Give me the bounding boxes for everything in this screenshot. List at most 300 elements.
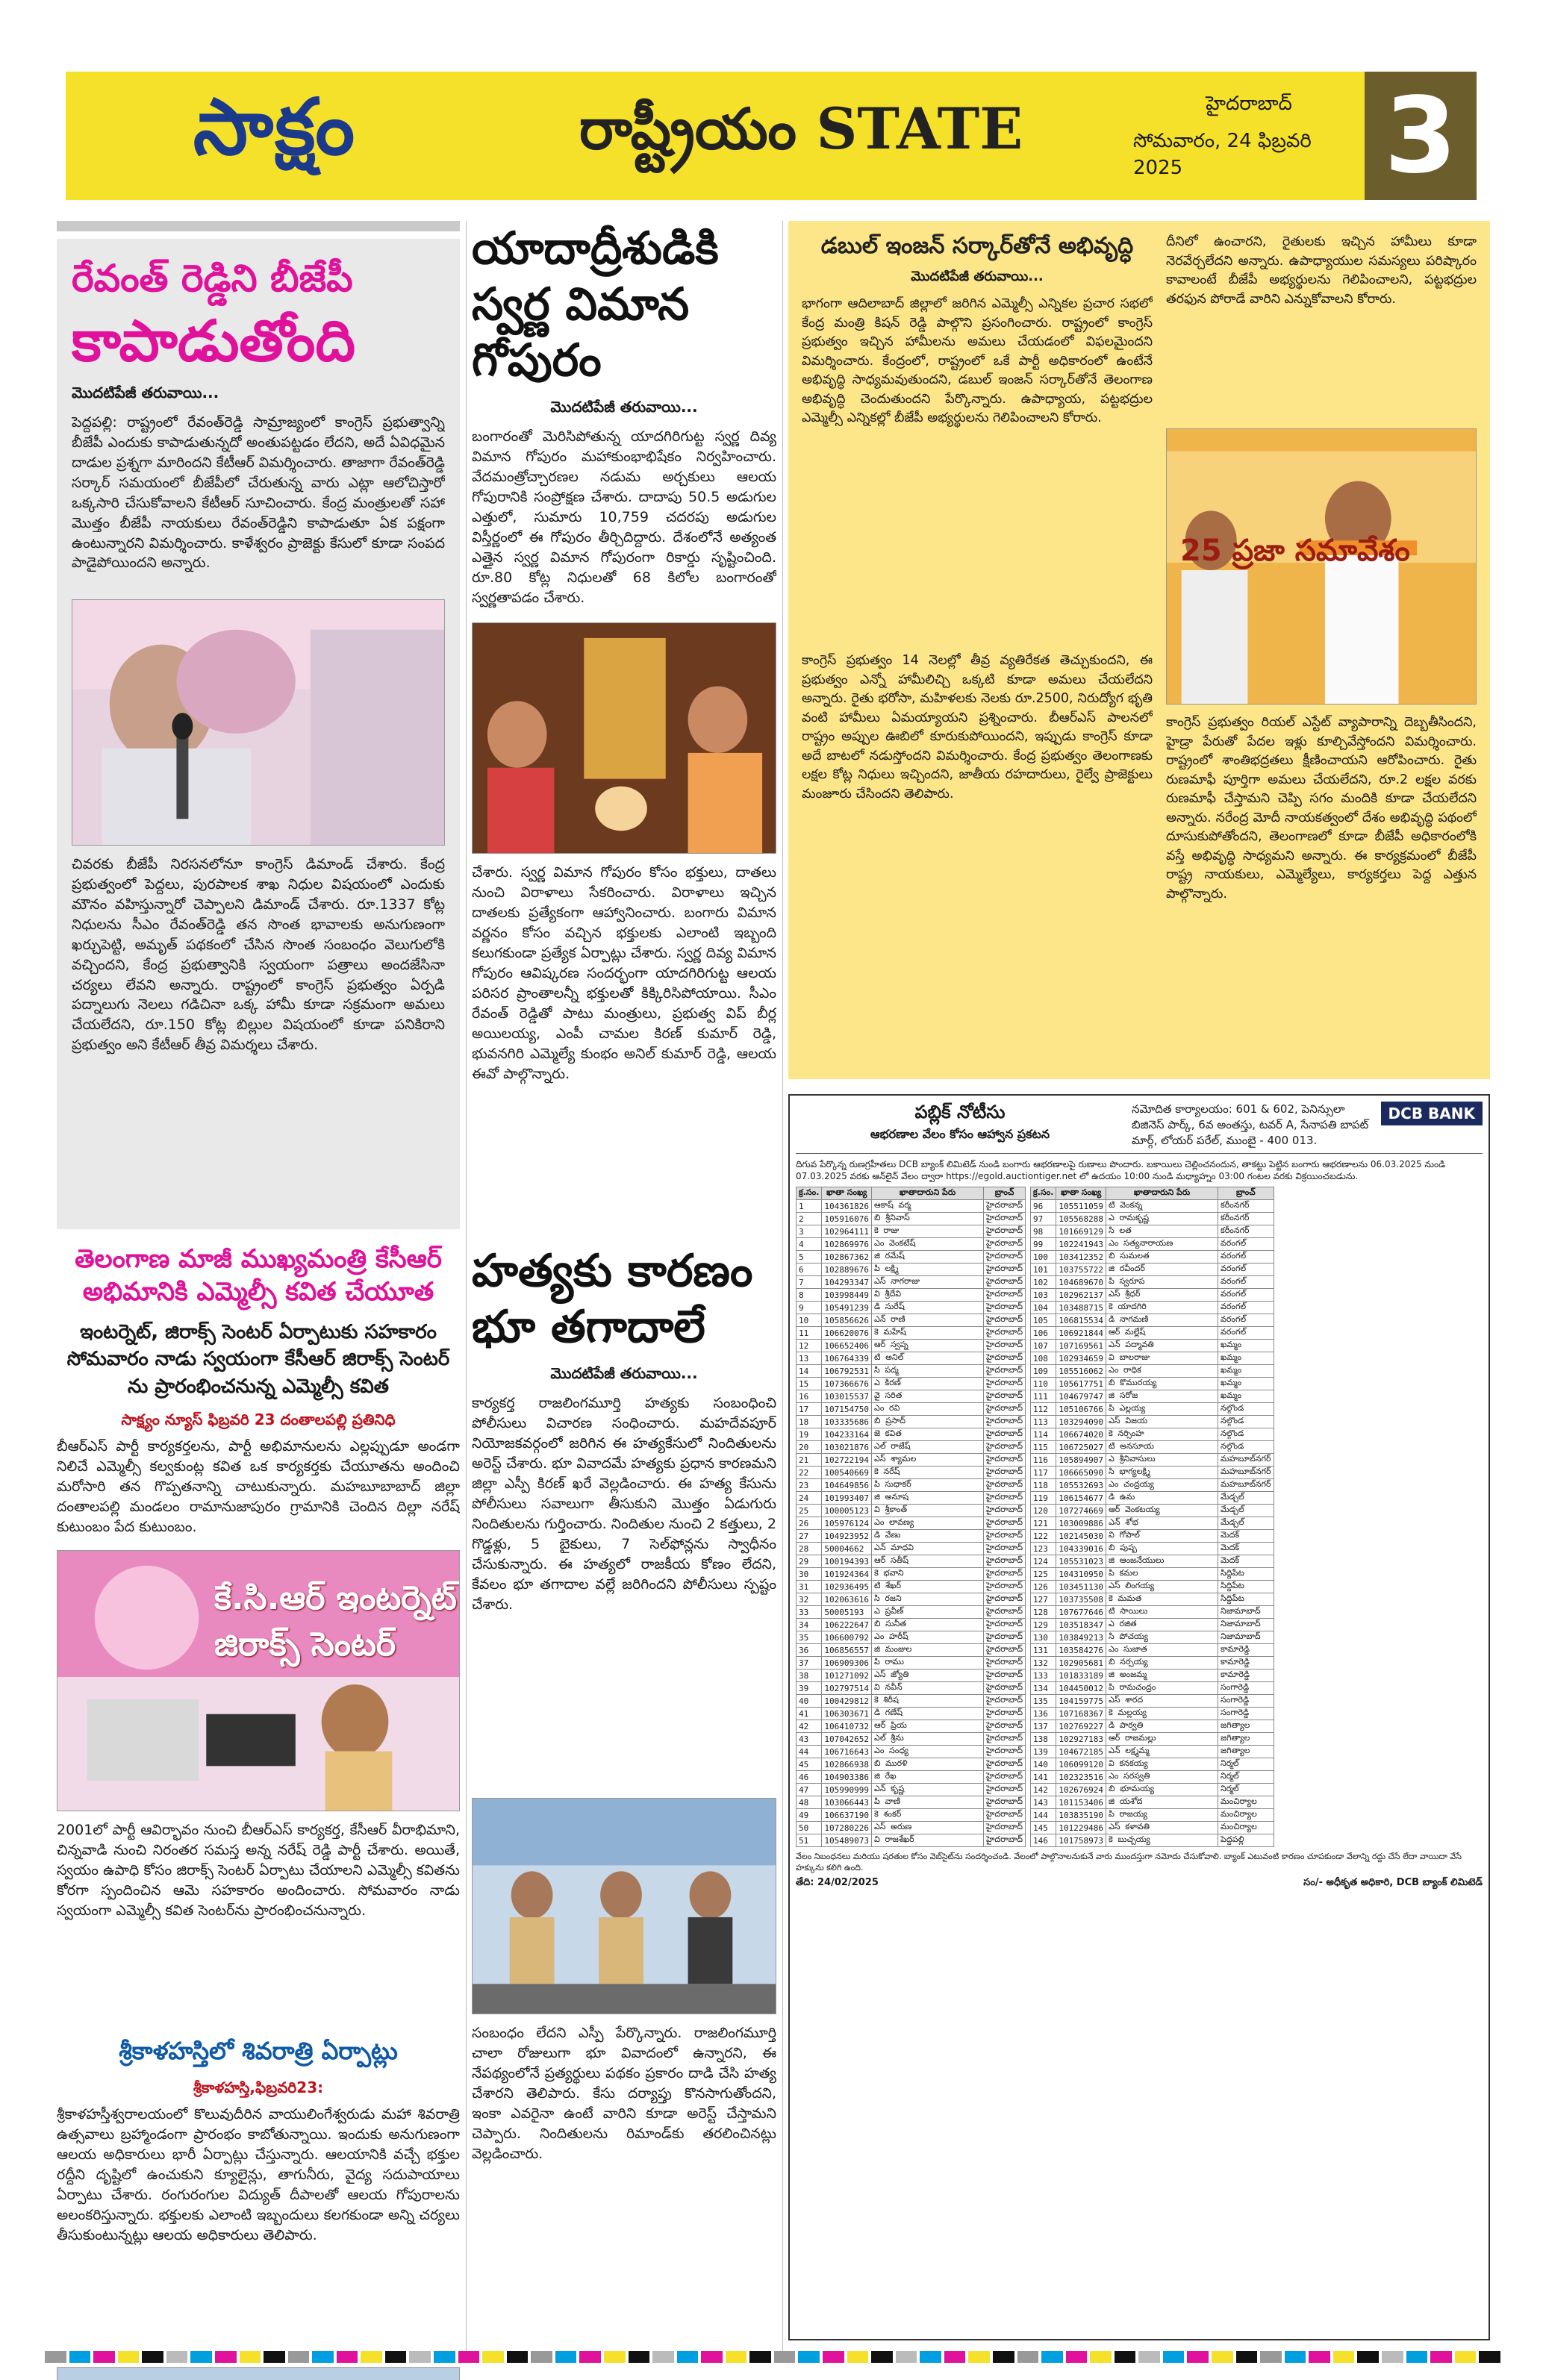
table-cell: ఎం రవి bbox=[872, 1403, 984, 1416]
table-cell: నిజామాబాద్ bbox=[1218, 1619, 1274, 1631]
table-cell: 124 bbox=[1031, 1555, 1056, 1568]
byline: మొదటిపేజీ తరువాయి... bbox=[550, 398, 698, 416]
table-cell: 137 bbox=[1031, 1720, 1056, 1733]
table-cell: వరంగల్ bbox=[1218, 1251, 1274, 1264]
registration-swatch bbox=[215, 2351, 237, 2363]
table-cell: ఎన్ పద్మావతి bbox=[1106, 1340, 1218, 1352]
table-cell: ఎం సుజాత bbox=[1106, 1644, 1218, 1657]
table-cell: 102927183 bbox=[1056, 1733, 1106, 1746]
table-cell: నిజామాబాద్ bbox=[1218, 1606, 1274, 1619]
murder-body bbox=[472, 1393, 776, 1789]
registration-swatch bbox=[482, 2351, 504, 2363]
registration-swatch bbox=[531, 2351, 552, 2363]
table-cell: జి రమేష్ bbox=[872, 1251, 984, 1264]
table-cell: 105532693 bbox=[1056, 1479, 1106, 1492]
table-cell: 102964111 bbox=[822, 1225, 872, 1238]
table-cell: 11 bbox=[797, 1327, 822, 1340]
table-row bbox=[1031, 1225, 1274, 1238]
table-cell: మంచిర్యాల bbox=[1218, 1822, 1274, 1834]
table-cell: ఎల్ రాజేష్ bbox=[872, 1441, 984, 1454]
table-cell: 119 bbox=[1031, 1492, 1056, 1505]
table-row bbox=[1031, 1467, 1274, 1479]
table-cell: 102722194 bbox=[822, 1454, 872, 1467]
table-cell: 130 bbox=[1031, 1631, 1056, 1644]
table-row bbox=[797, 1492, 1026, 1505]
table-row bbox=[797, 1720, 1026, 1733]
table-cell: 3 bbox=[797, 1225, 822, 1238]
registration-swatch bbox=[166, 2351, 188, 2363]
table-row bbox=[797, 1403, 1026, 1416]
table-cell: హైదరాబాద్ bbox=[984, 1758, 1026, 1771]
headline-line-2: కాపాడుతోంది bbox=[72, 307, 355, 374]
table-cell: నల్గొండ bbox=[1218, 1428, 1274, 1441]
table-cell: 19 bbox=[797, 1428, 822, 1441]
table-cell: 106856557 bbox=[822, 1644, 872, 1657]
table-cell: 107168367 bbox=[1056, 1708, 1106, 1720]
registration-swatch bbox=[240, 2351, 261, 2363]
table-cell: 48 bbox=[797, 1796, 822, 1809]
table-cell: 105511059 bbox=[1056, 1200, 1106, 1213]
registration-swatch bbox=[701, 2351, 723, 2363]
table-cell: 104649856 bbox=[822, 1479, 872, 1492]
table-cell: హైదరాబాద్ bbox=[984, 1505, 1026, 1517]
table-row bbox=[1031, 1200, 1274, 1213]
table-cell: 120 bbox=[1031, 1505, 1056, 1517]
table-cell: హైదరాబాద్ bbox=[984, 1416, 1026, 1428]
table-cell: 24 bbox=[797, 1492, 822, 1505]
table-cell: ఆర్ ప్రియ bbox=[872, 1720, 984, 1733]
table-cell: వరంగల్ bbox=[1218, 1302, 1274, 1314]
table-cell: 105106766 bbox=[1056, 1403, 1106, 1416]
police-press-photo bbox=[472, 1798, 776, 2014]
table-cell: 101993407 bbox=[822, 1492, 872, 1505]
table-cell: 103412352 bbox=[1056, 1251, 1106, 1264]
photo-banner-text: కే.సి.ఆర్ ఇంటర్నెట్ జిరాక్స్ సెంటర్ bbox=[214, 1579, 457, 1664]
registration-swatch bbox=[749, 2351, 771, 2363]
table-cell: 104159775 bbox=[1056, 1695, 1106, 1708]
table-cell: డి వేణు bbox=[872, 1530, 984, 1543]
table-cell: మేడ్చల్ bbox=[1218, 1492, 1274, 1505]
table-header-cell: బ్రాంచ్ bbox=[984, 1187, 1026, 1200]
table-cell: ఎ రజిత bbox=[1106, 1619, 1218, 1631]
table-cell: సిద్దిపేట bbox=[1218, 1593, 1274, 1606]
registration-swatch bbox=[1333, 2351, 1355, 2363]
kcr-story bbox=[57, 239, 460, 1229]
table-cell: కామారెడ్డి bbox=[1218, 1644, 1274, 1657]
table-cell: కరీంనగర్ bbox=[1218, 1213, 1274, 1225]
table-cell: మహబూబ్‌నగర్ bbox=[1218, 1479, 1274, 1492]
table-cell: 103451130 bbox=[1056, 1581, 1106, 1593]
table-cell: ఎం వెంకటేష్ bbox=[872, 1238, 984, 1251]
table-cell: హైదరాబాద్ bbox=[984, 1581, 1026, 1593]
table-cell: 50005193 bbox=[822, 1606, 872, 1619]
table-cell: 102323516 bbox=[1056, 1771, 1106, 1784]
table-cell: ఎన్ కృష్ణ bbox=[872, 1784, 984, 1796]
table-cell: ఎ రామకృష్ణ bbox=[1106, 1213, 1218, 1225]
table-cell: 133 bbox=[1031, 1670, 1056, 1682]
table-cell: జగిత్యాల bbox=[1218, 1746, 1274, 1758]
registration-swatch bbox=[361, 2351, 382, 2363]
table-cell: 105 bbox=[1031, 1314, 1056, 1327]
table-row bbox=[1031, 1708, 1274, 1720]
registration-swatch bbox=[726, 2351, 747, 2363]
table-cell: 109 bbox=[1031, 1365, 1056, 1378]
table-cell: 34 bbox=[797, 1619, 822, 1631]
srikalahasti-headline: శ్రీకాళహస్తిలో శివరాత్రి ఏర్పాట్లు bbox=[119, 2037, 398, 2066]
yadadri-body-continued bbox=[472, 863, 776, 1214]
column-divider bbox=[466, 221, 467, 2355]
table-cell: హైదరాబాద్ bbox=[984, 1225, 1026, 1238]
table-cell: 101 bbox=[1031, 1264, 1056, 1276]
edition-city: హైదరాబాద్ bbox=[1206, 93, 1292, 115]
table-cell: 106674020 bbox=[1056, 1428, 1106, 1441]
issue-date: సోమవారం, 24 ఫిబ్రవరి 2025 bbox=[1133, 130, 1312, 179]
table-cell: ఎన్ రాణి bbox=[872, 1314, 984, 1327]
table-cell: 103015537 bbox=[822, 1390, 872, 1403]
table-cell: జి ఆంజనేయులు bbox=[1106, 1555, 1218, 1568]
article-body-continued bbox=[72, 855, 445, 1213]
table-row bbox=[797, 1809, 1026, 1822]
section-rule bbox=[57, 221, 460, 231]
table-row bbox=[1031, 1606, 1274, 1619]
table-cell: హైదరాబాద్ bbox=[984, 1720, 1026, 1733]
table-cell: మేడ్చల్ bbox=[1218, 1505, 1274, 1517]
bank-address: నమోదిత కార్యాలయం: 601 & 602, పెనిన్సులా బిజినెస్ పార్క్, 6వ అంతస్తు, టవర్ A, సేనాపతి బాపట్ మార్గ్, లోయర్ పరేల్, ముంబై - 400 013. bbox=[1132, 1102, 1369, 1147]
table-row bbox=[797, 1505, 1026, 1517]
table-cell: మెదక్ bbox=[1218, 1543, 1274, 1555]
table-cell: కె శిరీష bbox=[872, 1695, 984, 1708]
table-header-cell: ఖాతాదారుని పేరు bbox=[1106, 1187, 1218, 1200]
table-cell: ఎస్ శారద bbox=[1106, 1695, 1218, 1708]
table-cell: 36 bbox=[797, 1644, 822, 1657]
table-cell: 44 bbox=[797, 1746, 822, 1758]
table-cell: వి రాజశేఖర్ bbox=[872, 1834, 984, 1847]
table-row bbox=[1031, 1264, 1274, 1276]
table-row bbox=[1031, 1479, 1274, 1492]
table-row bbox=[797, 1251, 1026, 1264]
xerox-center-photo bbox=[57, 1550, 460, 1811]
table-cell: 104679747 bbox=[1056, 1390, 1106, 1403]
table-row bbox=[797, 1264, 1026, 1276]
registration-swatch bbox=[1382, 2351, 1403, 2363]
table-cell: 43 bbox=[797, 1733, 822, 1746]
table-cell: కె శంకర్ bbox=[872, 1809, 984, 1822]
table-cell: బి నర్సయ్య bbox=[1106, 1657, 1218, 1670]
table-row bbox=[797, 1225, 1026, 1238]
table-cell: సి లత bbox=[1106, 1225, 1218, 1238]
registration-swatch bbox=[337, 2351, 358, 2363]
table-cell: వి నవీన్ bbox=[872, 1682, 984, 1695]
table-cell: పి ఎల్లయ్య bbox=[1106, 1403, 1218, 1416]
table-cell: సి పోచయ్య bbox=[1106, 1631, 1218, 1644]
table-cell: కె రాజు bbox=[872, 1225, 984, 1238]
table-row bbox=[797, 1238, 1026, 1251]
table-cell: 102866938 bbox=[822, 1758, 872, 1771]
notice-title-block bbox=[796, 1102, 1124, 1149]
table-cell: 104923952 bbox=[822, 1530, 872, 1543]
table-row bbox=[1031, 1746, 1274, 1758]
dateline: శ్రీకాళహస్తి,ఫిబ్రవరి23: bbox=[193, 2078, 324, 2097]
table-cell: జి అంజమ్మ bbox=[1106, 1670, 1218, 1682]
registration-swatch bbox=[604, 2351, 626, 2363]
table-cell: హైదరాబాద్ bbox=[984, 1200, 1026, 1213]
table-cell: 100540669 bbox=[822, 1467, 872, 1479]
registration-swatch bbox=[1163, 2351, 1185, 2363]
table-cell: 126 bbox=[1031, 1581, 1056, 1593]
table-cell: 106410732 bbox=[822, 1720, 872, 1733]
table-cell: 103 bbox=[1031, 1289, 1056, 1302]
table-cell: 104233164 bbox=[822, 1428, 872, 1441]
registration-swatch bbox=[264, 2351, 285, 2363]
table-cell: హైదరాబాద్ bbox=[984, 1264, 1026, 1276]
table-cell: వి శ్రీదేవి bbox=[872, 1289, 984, 1302]
table-row bbox=[1031, 1340, 1274, 1352]
table-row bbox=[797, 1568, 1026, 1581]
table-cell: హైదరాబాద్ bbox=[984, 1340, 1026, 1352]
table-row bbox=[1031, 1365, 1274, 1378]
table-cell: సి రజని bbox=[872, 1593, 984, 1606]
table-row bbox=[797, 1771, 1026, 1784]
table-cell: వరంగల్ bbox=[1218, 1264, 1274, 1276]
table-cell: 102 bbox=[1031, 1276, 1056, 1289]
table-cell: 13 bbox=[797, 1352, 822, 1365]
table-cell: 107169561 bbox=[1056, 1340, 1106, 1352]
kavitha-headline: తెలంగాణ మాజీ ముఖ్యమంత్రి కేసీఆర్ అభిమానికి ఎమ్మెల్సీ కవిత చేయూత bbox=[75, 1243, 442, 1307]
table-cell: 101669129 bbox=[1056, 1225, 1106, 1238]
registration-swatch bbox=[579, 2351, 601, 2363]
table-cell: హైదరాబాద్ bbox=[984, 1568, 1026, 1581]
registration-swatch bbox=[555, 2351, 577, 2363]
table-cell: 105516062 bbox=[1056, 1365, 1106, 1378]
notice-subtitle: ఆభరణాల వేలం కోసం ఆహ్వాన ప్రకటన bbox=[870, 1127, 1050, 1141]
table-row bbox=[1031, 1593, 1274, 1606]
table-row bbox=[1031, 1720, 1274, 1733]
ktr-speech-photo bbox=[72, 599, 445, 846]
table-row bbox=[1031, 1568, 1274, 1581]
section-title: రాష్ట్రీయం STATE bbox=[579, 96, 1023, 162]
table-cell: జి సరోజ bbox=[1106, 1390, 1218, 1403]
table-cell: 103009886 bbox=[1056, 1517, 1106, 1530]
paragraph: కార్యకర్త రాజలింగమూర్తి హత్యకు సంబంధించి పోలీసులు విచారణ సంధించారు. మహదేవపూర్ నియోజకవర్గంలో జరిగిన ఈ హత్యకేసులో నిందితులను అరెస్ట్ చేశారు. భూ వివాదమే హత్యకు ప్రధాన కారణమని జిల్లా ఎస్పీ కిరణ్ ఖరే వెల్లడించారు. ఈ హత్య కేసును పోలీసులు సవాలుగా తీసుకుని మొత్తం ఏడుగురు నిందితులను గుర్తించారు. నిందితుల నుంచి 2 కత్తులు, 2 గొడ్డళ్లు, 5 బైకులు, 7 సెల్‌ఫోన్లను స్వాధీనం చేసుకున్నారు. ఈ హత్యలో రాజకీయ కోణం లేదని, కేవలం భూ తగాదాల వల్లే జరిగిందని పోలీసులు స్పష్టం చేశారు. bbox=[472, 1395, 776, 1613]
table-cell: 100429812 bbox=[822, 1695, 872, 1708]
table-row bbox=[797, 1543, 1026, 1555]
table-row bbox=[797, 1479, 1026, 1492]
table-row bbox=[797, 1200, 1026, 1213]
table-cell: పి లక్ష్మి bbox=[872, 1264, 984, 1276]
table-cell: 107042652 bbox=[822, 1733, 872, 1746]
table-cell: 104339016 bbox=[1056, 1543, 1106, 1555]
borrower-tables bbox=[796, 1187, 1483, 1847]
table-cell: కామారెడ్డి bbox=[1218, 1657, 1274, 1670]
table-cell: కె నర్సింహ bbox=[1106, 1428, 1218, 1441]
table-cell: 101153406 bbox=[1056, 1796, 1106, 1809]
table-cell: హైదరాబాద్ bbox=[984, 1467, 1026, 1479]
table-cell: ఎస్ కళావతి bbox=[1106, 1822, 1218, 1834]
table-cell: పి వాణి bbox=[872, 1796, 984, 1809]
table-cell: హైదరాబాద్ bbox=[984, 1390, 1026, 1403]
table-cell: 96 bbox=[1031, 1200, 1056, 1213]
table-cell: 105894907 bbox=[1056, 1454, 1106, 1467]
registration-swatch bbox=[677, 2351, 699, 2363]
table-cell: హైదరాబాద్ bbox=[984, 1302, 1026, 1314]
table-cell: 35 bbox=[797, 1631, 822, 1644]
table-cell: 104903386 bbox=[822, 1771, 872, 1784]
table-cell: ఖమ్మం bbox=[1218, 1378, 1274, 1390]
table-row bbox=[1031, 1403, 1274, 1416]
table-row bbox=[797, 1682, 1026, 1695]
table-cell: వరంగల్ bbox=[1218, 1276, 1274, 1289]
table-row bbox=[797, 1428, 1026, 1441]
paragraph: చేశారు. స్వర్ణ విమాన గోపురం కోసం భక్తులు, దాతలు నుంచి విరాళాలు సేకరించారు. విరాళాలు ఇచ్చిన దాతలకు ప్రత్యేకంగా ఆహ్వానించారు. బంగారు విమాన వర్ణనం కోసం వచ్చిన భక్తులకు ఎలాంటి ఇబ్బంది కలుగకుండా ప్రత్యేక ఏర్పాట్లు చేశారు. స్వర్ణ దివ్య విమాన గోపురం ఆవిష్కరణ సందర్భంగా యాదగిరిగుట్ట ఆలయ పరిసర ప్రాంతాలన్నీ భక్తులతో కిక్కిరిసిపోయాయి. సీఎం రేవంత్ రెడ్డితో పాటు మంత్రులు, ప్రభుత్వ విప్ బీర్ల అయిలయ్య, ఎంపీ చామల కిరణ్ కుమార్ రెడ్డి, భువనగిరి ఎమ్మెల్యే కుంభం అనిల్ కుమార్ రెడ్డి, ఆలయ ఈవో పాల్గొన్నారు. bbox=[472, 864, 776, 1082]
table-cell: 145 bbox=[1031, 1822, 1056, 1834]
table-cell: ఆర్ రాజమల్లు bbox=[1106, 1733, 1218, 1746]
table-cell: 106921844 bbox=[1056, 1327, 1106, 1340]
registration-swatch bbox=[385, 2351, 407, 2363]
table-cell: మహబూబ్‌నగర్ bbox=[1218, 1454, 1274, 1467]
table-cell: హైదరాబాద్ bbox=[984, 1352, 1026, 1365]
table-cell: 15 bbox=[797, 1378, 822, 1390]
table-row bbox=[1031, 1530, 1274, 1543]
registration-swatch bbox=[118, 2351, 140, 2363]
table-cell: ఎన్ శోభ bbox=[1106, 1517, 1218, 1530]
table-cell: 132 bbox=[1031, 1657, 1056, 1670]
table-row bbox=[1031, 1302, 1274, 1314]
table-cell: ఎ కిరణ్ bbox=[872, 1378, 984, 1390]
table-cell: పెద్దపల్లి bbox=[1218, 1834, 1274, 1847]
table-cell: 103584276 bbox=[1056, 1644, 1106, 1657]
table-cell: 5 bbox=[797, 1251, 822, 1264]
table-cell: 106764339 bbox=[822, 1352, 872, 1365]
table-row bbox=[1031, 1390, 1274, 1403]
table-cell: డి ఉమ bbox=[1106, 1492, 1218, 1505]
table-cell: 108 bbox=[1031, 1352, 1056, 1365]
masthead bbox=[66, 72, 1477, 200]
table-cell: హైదరాబాద్ bbox=[984, 1644, 1026, 1657]
paragraph: భాగంగా ఆదిలాబాద్ జిల్లాలో జరిగిన ఎమ్మెల్సీ ఎన్నికల ప్రచార సభలో కేంద్ర మంత్రి కిషన్ రెడ్డి పాల్గొని ప్రసంగించారు. రాష్ట్రంలో కాంగ్రెస్ ప్రభుత్వం ఇచ్చిన హామీలను అమలు చేయడంలో విఫలమైందని విమర్శించారు. కేంద్రంలో, రాష్ట్రంలో ఒకే పార్టీ అధికారంలో ఉంటేనే అభివృద్ధి సాధ్యమవుతుందని, డబుల్ ఇంజన్ సర్కార్‌తోనే తెలంగాణ అభివృద్ధి చెందుతుందని పేర్కొన్నారు. ఉపాధ్యాయ, పట్టభద్రుల ఎమ్మెల్సీ ఎన్నికల్లో బీజేపీ అభ్యర్థులను గెలిపించాలని కోరారు. bbox=[802, 296, 1153, 426]
table-cell: 16 bbox=[797, 1390, 822, 1403]
table-row bbox=[1031, 1517, 1274, 1530]
table-header-cell: ఖాతా సంఖ్య bbox=[1056, 1187, 1106, 1200]
table-cell: డి నాగమణి bbox=[1106, 1314, 1218, 1327]
table-cell: ఎం రాధిక bbox=[1106, 1365, 1218, 1378]
table-cell: 102889676 bbox=[822, 1264, 872, 1276]
table-row bbox=[797, 1746, 1026, 1758]
notice-terms: వేలం నిబంధనలు మరియు షరతుల కోసం వెబ్‌సైట్‌ను సందర్శించండి. వేలంలో పాల్గొనాలనుకునే వారు ముందస్తుగా నమోదు చేసుకోవాలి. బ్యాంక్ ఎటువంటి కారణం చూపకుండా వేలాన్ని రద్దు చేసే లేదా వాయిదా వేసే హక్కును కలిగి ఉంది. bbox=[796, 1852, 1462, 1873]
table-cell: 103488715 bbox=[1056, 1302, 1106, 1314]
printer-registration-strip bbox=[45, 2351, 1500, 2363]
table-row bbox=[797, 1517, 1026, 1530]
table-cell: నిర్మల్ bbox=[1218, 1771, 1274, 1784]
table-cell: ఎన్ మాధవి bbox=[872, 1543, 984, 1555]
table-cell: ఎ శ్రీనివాసులు bbox=[1106, 1454, 1218, 1467]
kavitha-body bbox=[57, 1437, 460, 1541]
table-cell: 114 bbox=[1031, 1428, 1056, 1441]
table-cell: 102934659 bbox=[1056, 1352, 1106, 1365]
table-cell: సిద్దిపేట bbox=[1218, 1581, 1274, 1593]
table-cell: వరంగల్ bbox=[1218, 1314, 1274, 1327]
table-row bbox=[1031, 1834, 1274, 1847]
registration-swatch bbox=[993, 2351, 1014, 2363]
table-cell: వరంగల్ bbox=[1218, 1238, 1274, 1251]
story-body-right-continued bbox=[1166, 713, 1477, 1064]
table-cell: 103021876 bbox=[822, 1441, 872, 1454]
table-row bbox=[797, 1695, 1026, 1708]
table-cell: 146 bbox=[1031, 1834, 1056, 1847]
table-cell: 140 bbox=[1031, 1758, 1056, 1771]
table-cell: 142 bbox=[1031, 1784, 1056, 1796]
table-row bbox=[797, 1378, 1026, 1390]
bank-logo bbox=[1381, 1102, 1483, 1149]
table-row bbox=[797, 1606, 1026, 1619]
registration-swatch bbox=[1285, 2351, 1306, 2363]
table-row bbox=[797, 1340, 1026, 1352]
table-cell: వి శ్రీకాంత్ bbox=[872, 1505, 984, 1517]
table-cell: 107366676 bbox=[822, 1378, 872, 1390]
table-cell: ఎం సంధ్య bbox=[872, 1746, 984, 1758]
table-row bbox=[797, 1708, 1026, 1720]
table-cell: 118 bbox=[1031, 1479, 1056, 1492]
table-cell: 30 bbox=[797, 1568, 822, 1581]
registration-swatch bbox=[1041, 2351, 1063, 2363]
table-cell: 41 bbox=[797, 1708, 822, 1720]
story-body-continued bbox=[802, 652, 1153, 1069]
table-cell: 103294090 bbox=[1056, 1416, 1106, 1428]
table-cell: 102241943 bbox=[1056, 1238, 1106, 1251]
table-cell: మంచిర్యాల bbox=[1218, 1809, 1274, 1822]
table-cell: 102145030 bbox=[1056, 1530, 1106, 1543]
table-row bbox=[797, 1670, 1026, 1682]
table-header-cell: ఖాతా సంఖ్య bbox=[822, 1187, 872, 1200]
table-cell: 127 bbox=[1031, 1593, 1056, 1606]
table-cell: 117 bbox=[1031, 1467, 1056, 1479]
newspaper-logo bbox=[66, 72, 484, 200]
table-row bbox=[1031, 1416, 1274, 1428]
registration-swatch bbox=[652, 2351, 674, 2363]
section-banner bbox=[484, 72, 1118, 200]
table-cell: మెదక్ bbox=[1218, 1530, 1274, 1543]
table-cell: హైదరాబాద్ bbox=[984, 1796, 1026, 1809]
table-cell: 131 bbox=[1031, 1644, 1056, 1657]
table-cell: హైదరాబాద్ bbox=[984, 1619, 1026, 1631]
table-cell: హైదరాబాద్ bbox=[984, 1213, 1026, 1225]
registration-swatch bbox=[1236, 2351, 1258, 2363]
table-cell: 105976124 bbox=[822, 1517, 872, 1530]
registration-swatch bbox=[847, 2351, 869, 2363]
table-cell: 135 bbox=[1031, 1695, 1056, 1708]
registration-swatch bbox=[1066, 2351, 1088, 2363]
table-cell: వి గోపాల్ bbox=[1106, 1530, 1218, 1543]
table-row bbox=[1031, 1314, 1274, 1327]
table-cell: జె కవిత bbox=[872, 1428, 984, 1441]
table-cell: నల్గొండ bbox=[1218, 1441, 1274, 1454]
paragraph: చివరకు బీజేపీ నిరసనలోనూ కాంగ్రెస్ డిమాండ్ చేశారు. కేంద్ర ప్రభుత్వంలో పెద్దలు, పురపాలక శాఖ నిధుల విషయంలో ఎందుకు మౌనం వహిస్తున్నారో చెప్పాలని డిమాండ్ చేశారు. రూ.1337 కోట్ల నిధులను సీఎం రేవంత్‌రెడ్డి తన సొంత భావాలకు అనుగుణంగా ఖర్చుపెట్టి, అమృత్ పథకంలో చేసిన సొంత సంబంధం వెలుగులోకి వచ్చిందని, కేంద్ర ప్రభుత్వానికి స్వయంగా పత్రాలు అందజేసినా చర్యలు లేవని అన్నారు. రాష్ట్రంలో కాంగ్రెస్ ప్రభుత్వం ఏర్పడి పద్నాలుగు నెలలు గడిచినా ఒక్క హామీ కూడా సక్రమంగా అమలు చేయలేదని, రూ.150 కోట్ల బిల్లుల విషయంలో కూడా పనికిరాని ప్రభుత్వం అని కేటీఆర్ తీవ్ర విమర్శలు చేశారు. bbox=[72, 855, 445, 1054]
table-cell: 123 bbox=[1031, 1543, 1056, 1555]
table-row bbox=[797, 1784, 1026, 1796]
paragraph: బంగారంతో మెరిసిపోతున్న యాదగిరిగుట్ట స్వర్ణ దివ్య విమాన గోపురం మహాకుంభాభిషేకం నిర్వహించారు. వేదమంత్రోచ్చారణల నడుమ అర్చకులు ఆలయ గోపురానికి సంప్రోక్షణ చేశారు. దాదాపు 50.5 అడుగుల ఎత్తులో, సుమారు 10,759 చదరపు అడుగుల విస్తీర్ణంలో ఈ గోపురం తీర్చిదిద్దారు. దేశంలోనే అత్యంత ఎత్తైన స్వర్ణ విమాన గోపురంగా రికార్డు సృష్టించింది. రూ.80 కోట్ల నిధులతో 68 కిలోల బంగారంతో స్వర్ణతాపడం చేశారు. bbox=[472, 428, 776, 606]
photo-placeholder bbox=[72, 600, 444, 845]
table-cell: సి పద్మ bbox=[872, 1365, 984, 1378]
table-cell: ఎం సరస్వతి bbox=[1106, 1771, 1218, 1784]
registration-swatch bbox=[1309, 2351, 1330, 2363]
table-cell: 17 bbox=[797, 1403, 822, 1416]
table-cell: 45 bbox=[797, 1758, 822, 1771]
table-cell: హైదరాబాద్ bbox=[984, 1708, 1026, 1720]
table-cell: జి రేఖ bbox=[872, 1771, 984, 1784]
table-cell: 113 bbox=[1031, 1416, 1056, 1428]
table-row bbox=[1031, 1809, 1274, 1822]
table-cell: 110 bbox=[1031, 1378, 1056, 1390]
table-cell: నల్గొండ bbox=[1218, 1416, 1274, 1428]
